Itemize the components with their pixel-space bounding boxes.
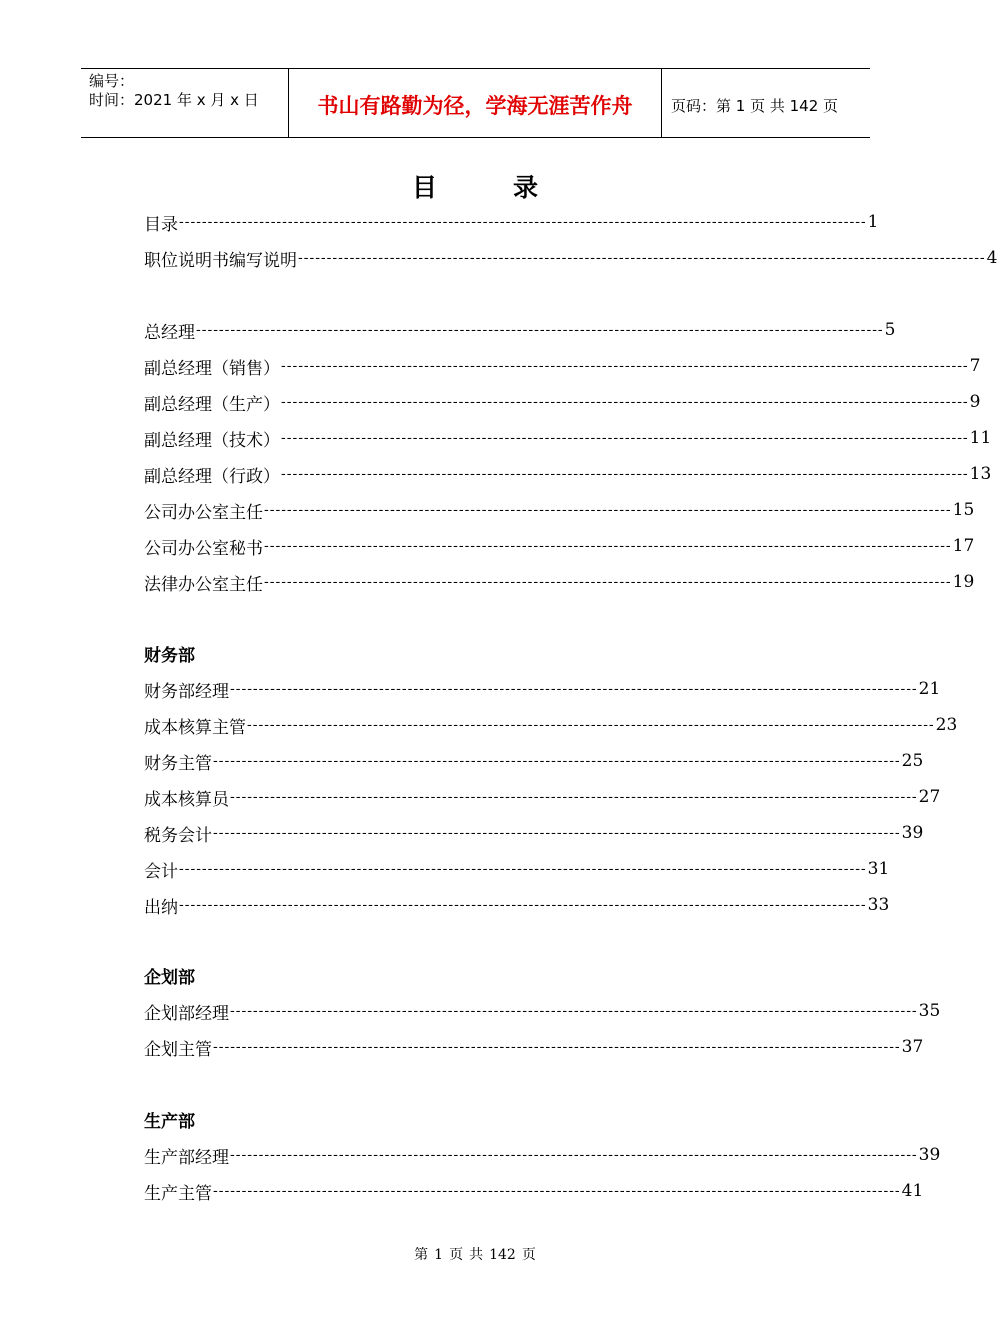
toc-entry bbox=[144, 1032, 924, 1062]
toc-entry-label: 目录 bbox=[144, 214, 178, 235]
toc-entry-page-number: 5 bbox=[884, 320, 896, 340]
page-footer bbox=[0, 1244, 950, 1264]
toc-leader-dashes: ------------------------------------------------------------------------------------------------------------------------ bbox=[179, 897, 867, 913]
toc-entry bbox=[144, 459, 992, 489]
toc-leader-dashes: ------------------------------------------------------------------------------------------------------------------------ bbox=[213, 825, 901, 841]
toc-entry-label: 公司办公室秘书 bbox=[144, 538, 263, 559]
toc-entry-label: 成本核算主管 bbox=[144, 717, 246, 738]
toc-title bbox=[0, 168, 950, 204]
toc-entry bbox=[144, 996, 941, 1026]
toc-entry-label: 生产主管 bbox=[144, 1183, 212, 1204]
toc-entry-label: 副总经理（技术） bbox=[144, 430, 280, 451]
toc-entry-label: 税务会计 bbox=[144, 825, 212, 846]
header-meta bbox=[81, 69, 289, 137]
toc-entry-label: 成本核算员 bbox=[144, 789, 229, 810]
toc-entry-page-number: 39 bbox=[901, 823, 924, 843]
toc-entry bbox=[144, 890, 890, 920]
toc-entry-label: 会计 bbox=[144, 861, 178, 882]
toc-leader-dashes: ------------------------------------------------------------------------------------------------------------------------ bbox=[281, 394, 969, 410]
toc-leader-dashes: ------------------------------------------------------------------------------------------------------------------------ bbox=[213, 1183, 901, 1199]
toc-entry-label: 出纳 bbox=[144, 897, 178, 918]
toc-leader-dashes: ------------------------------------------------------------------------------------------------------------------------ bbox=[298, 250, 986, 266]
header-motto: 书山有路勤为径，学海无涯苦作舟 bbox=[289, 69, 662, 137]
toc-leader-dashes: ------------------------------------------------------------------------------------------------------------------------ bbox=[281, 430, 969, 446]
toc-entry bbox=[144, 1140, 941, 1170]
toc-leader-dashes: ------------------------------------------------------------------------------------------------------------------------ bbox=[230, 1003, 918, 1019]
toc-entry-page-number: 27 bbox=[918, 787, 941, 807]
toc-entry-page-number: 15 bbox=[952, 500, 975, 520]
toc-leader-dashes: ------------------------------------------------------------------------------------------------------------------------ bbox=[230, 1147, 918, 1163]
toc-entry-label: 公司办公室主任 bbox=[144, 502, 263, 523]
toc-entry bbox=[144, 710, 958, 740]
toc-entry bbox=[144, 351, 981, 381]
toc-leader-dashes: ------------------------------------------------------------------------------------------------------------------------ bbox=[281, 358, 969, 374]
footer-word-ye: 页 bbox=[449, 1247, 464, 1263]
toc-entry bbox=[144, 746, 924, 776]
toc-entry-label: 副总经理（销售） bbox=[144, 358, 280, 379]
header-number-label: 编号： bbox=[89, 72, 135, 90]
toc-entry-page-number: 25 bbox=[901, 751, 924, 771]
footer-word-ye2: 页 bbox=[521, 1247, 536, 1263]
toc-entry-label: 职位说明书编写说明 bbox=[144, 250, 297, 271]
toc-entry-page-number: 19 bbox=[952, 572, 975, 592]
toc-entry-label: 副总经理（行政） bbox=[144, 466, 280, 487]
toc-entry bbox=[144, 674, 941, 704]
toc-entry-page-number: 21 bbox=[918, 679, 941, 699]
toc-entry-page-number: 37 bbox=[901, 1037, 924, 1057]
toc-leader-dashes: ------------------------------------------------------------------------------------------------------------------------ bbox=[230, 681, 918, 697]
toc-entry-label: 总经理 bbox=[144, 322, 195, 343]
toc-entry-label: 企划部经理 bbox=[144, 1003, 229, 1024]
toc-leader-dashes: ------------------------------------------------------------------------------------------------------------------------ bbox=[247, 717, 935, 733]
toc-entry bbox=[144, 567, 975, 597]
footer-total-pages: 142 bbox=[489, 1247, 516, 1263]
toc-entry-page-number: 17 bbox=[952, 536, 975, 556]
toc-title-part1: 目 bbox=[411, 173, 437, 202]
toc-entry bbox=[144, 207, 879, 237]
toc-leader-dashes: ------------------------------------------------------------------------------------------------------------------------ bbox=[230, 789, 918, 805]
toc-entry bbox=[144, 495, 975, 525]
toc-entry bbox=[144, 423, 992, 453]
toc-title-part2: 录 bbox=[513, 173, 539, 202]
header-time-label: 时间：2021 年 x 月 x 日 bbox=[89, 91, 259, 109]
toc-entry-page-number: 41 bbox=[901, 1181, 924, 1201]
toc-entry-page-number: 4 bbox=[986, 248, 997, 268]
toc-leader-dashes: ------------------------------------------------------------------------------------------------------------------------ bbox=[213, 1039, 901, 1055]
toc-leader-dashes: ------------------------------------------------------------------------------------------------------------------------ bbox=[179, 214, 867, 230]
toc-entry-page-number: 9 bbox=[969, 392, 981, 412]
toc-leader-dashes: ------------------------------------------------------------------------------------------------------------------------ bbox=[196, 322, 884, 338]
toc-entry-page-number: 7 bbox=[969, 356, 981, 376]
toc-leader-dashes: ------------------------------------------------------------------------------------------------------------------------ bbox=[213, 753, 901, 769]
toc-entry-label: 生产部经理 bbox=[144, 1147, 229, 1168]
toc-leader-dashes: ------------------------------------------------------------------------------------------------------------------------ bbox=[179, 861, 867, 877]
toc-section-heading: 企划部 bbox=[144, 967, 195, 988]
toc-section-heading: 财务部 bbox=[144, 645, 195, 666]
toc-leader-dashes: ------------------------------------------------------------------------------------------------------------------------ bbox=[264, 538, 952, 554]
toc-entry-label: 法律办公室主任 bbox=[144, 574, 263, 595]
toc-entry bbox=[144, 1176, 924, 1206]
header-page-info: 页码：第 1 页 共 142 页 bbox=[671, 96, 839, 115]
toc-entry-label: 副总经理（生产） bbox=[144, 394, 280, 415]
toc-entry-label: 企划主管 bbox=[144, 1039, 212, 1060]
toc-section-heading: 生产部 bbox=[144, 1111, 195, 1132]
toc-entry bbox=[144, 818, 924, 848]
toc-leader-dashes: ------------------------------------------------------------------------------------------------------------------------ bbox=[264, 502, 952, 518]
toc-entry-page-number: 33 bbox=[867, 895, 890, 915]
footer-word-di: 第 bbox=[414, 1247, 429, 1263]
toc-entry-page-number: 11 bbox=[969, 428, 992, 448]
page-header bbox=[81, 68, 870, 138]
toc-entry-page-number: 1 bbox=[867, 212, 879, 232]
toc-entry bbox=[144, 531, 975, 561]
toc-entry bbox=[144, 243, 997, 273]
toc-leader-dashes: ------------------------------------------------------------------------------------------------------------------------ bbox=[281, 466, 969, 482]
toc-entry bbox=[144, 782, 941, 812]
footer-word-gong: 共 bbox=[469, 1247, 484, 1263]
toc-entry-label: 财务部经理 bbox=[144, 681, 229, 702]
toc-leader-dashes: ------------------------------------------------------------------------------------------------------------------------ bbox=[264, 574, 952, 590]
toc-entry-page-number: 31 bbox=[867, 859, 890, 879]
toc-entry-page-number: 23 bbox=[935, 715, 958, 735]
toc-entry bbox=[144, 315, 896, 345]
toc-entry-page-number: 39 bbox=[918, 1145, 941, 1165]
toc-entry-page-number: 35 bbox=[918, 1001, 941, 1021]
toc-entry bbox=[144, 854, 890, 884]
toc-entry-label: 财务主管 bbox=[144, 753, 212, 774]
toc-entry bbox=[144, 387, 981, 417]
toc-entry-page-number: 13 bbox=[969, 464, 992, 484]
footer-page-number: 1 bbox=[434, 1247, 444, 1263]
